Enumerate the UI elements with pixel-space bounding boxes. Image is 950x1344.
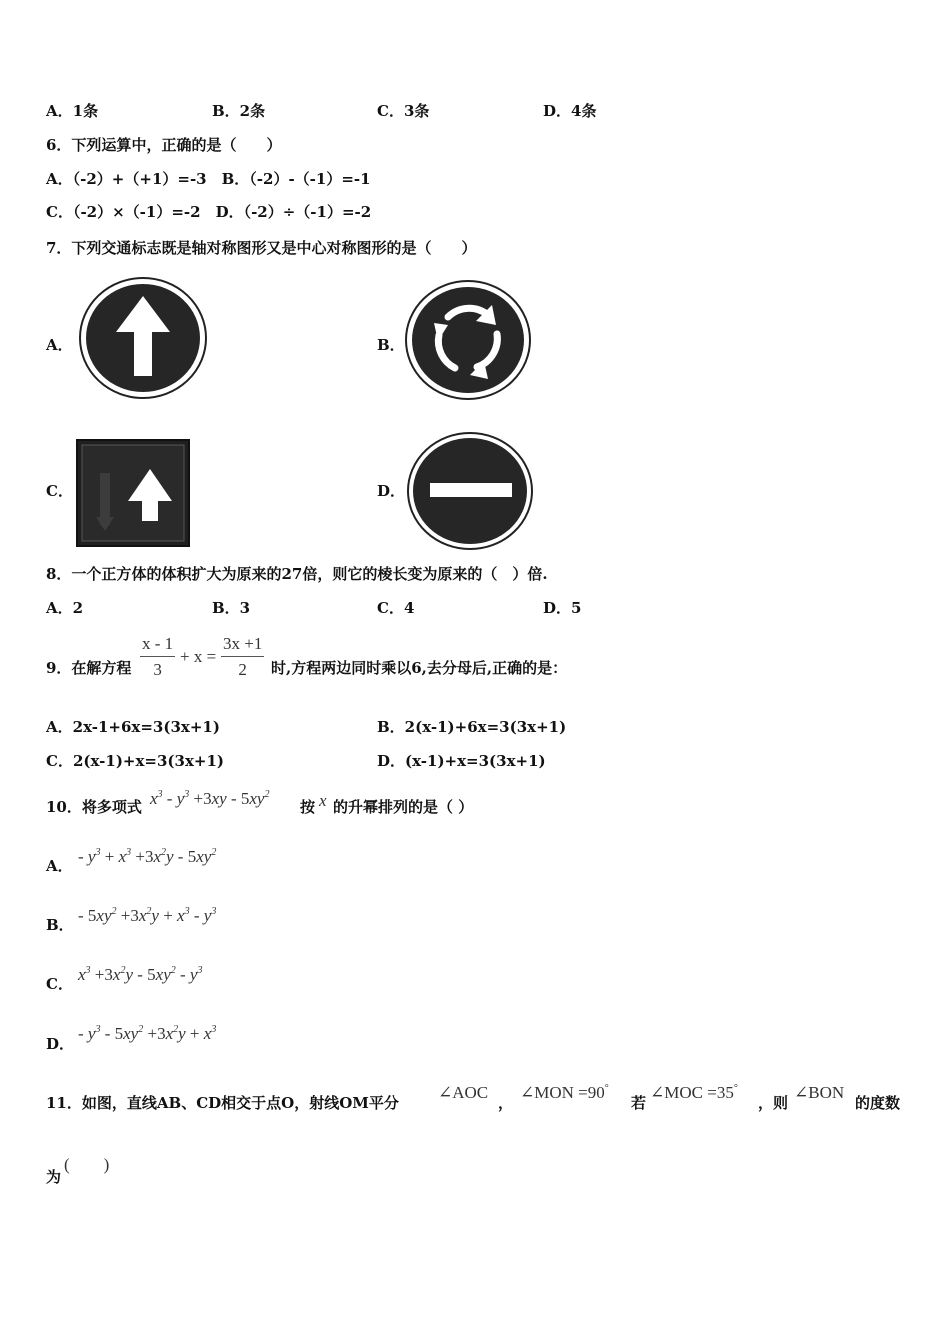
q10-prefix: 10．将多项式 bbox=[46, 798, 142, 816]
straight-arrow-sign-icon bbox=[78, 276, 208, 400]
q9-option-a: A．2x-1+6x=3(3x+1) bbox=[46, 718, 220, 736]
q9-middle: + x = bbox=[180, 647, 217, 666]
q10-polynomial: $x^3 - y^3 +3xy - 5xy^2$ bbox=[150, 789, 270, 808]
q11-angle-bon: ∠BON bbox=[794, 1083, 845, 1102]
q10-suffix: 的升幂排列的是（ ） bbox=[333, 798, 474, 816]
q10-label-b: B． bbox=[46, 916, 74, 934]
q9-frac1-numerator: x - 1 bbox=[140, 634, 175, 657]
q8-option-b: B．3 bbox=[212, 599, 251, 617]
q9-frac2-denominator: 2 bbox=[238, 660, 247, 679]
q5-option-d: D．4条 bbox=[543, 102, 597, 120]
q8-option-a: A．2 bbox=[46, 599, 84, 617]
q7-label-b: B． bbox=[377, 336, 405, 354]
q9-suffix: 时,方程两边同时乘以6,去分母后,正确的是： bbox=[271, 659, 568, 677]
q11-angle-mon: ∠MON =90° bbox=[520, 1083, 609, 1102]
q9-option-b: B．2(x-1)+6x=3(3x+1) bbox=[377, 718, 567, 736]
q5-option-a: A．1条 bbox=[46, 102, 99, 120]
q11-angle-moc-text: ∠MOC =35 bbox=[650, 1083, 734, 1102]
q10-variable: x bbox=[319, 791, 327, 810]
q10-label-c: C． bbox=[46, 975, 73, 993]
q7-label-c: C． bbox=[46, 482, 73, 500]
q6-options-cd: C．（-2）×（-1）=-2 D．（-2）÷（-1）=-2 bbox=[46, 203, 372, 221]
q11-end: 的度数 bbox=[855, 1094, 901, 1112]
q11-angle-mon-text: ∠MON =90 bbox=[520, 1083, 605, 1102]
q9-frac2-numerator: 3x +1 bbox=[221, 634, 264, 657]
q8-option-c: C．4 bbox=[377, 599, 415, 617]
q8-option-d: D．5 bbox=[543, 599, 582, 617]
q9-option-c: C．2(x-1)+x=3(3x+1) bbox=[46, 752, 225, 770]
q7-label-a: A． bbox=[46, 336, 73, 354]
q7-stem: 7．下列交通标志既是轴对称图形又是中心对称图形的是（ ） bbox=[46, 239, 477, 257]
q8-stem: 8．一个正方体的体积扩大为原来的27倍，则它的棱长变为原来的（ ）倍. bbox=[46, 565, 548, 583]
q10-label-d: D． bbox=[46, 1035, 75, 1053]
q9-frac1-denominator: 3 bbox=[153, 660, 162, 679]
q10-middle: 按 bbox=[300, 798, 316, 816]
q5-option-c: C．3条 bbox=[377, 102, 430, 120]
q11-line2: 为 bbox=[46, 1168, 62, 1186]
q9-fraction-right bbox=[221, 634, 264, 680]
roundabout-sign-icon bbox=[404, 279, 532, 401]
no-entry-sign-icon bbox=[406, 431, 534, 551]
q11-prefix: 11．如图，直线AB、CD相交于点O，射线OM平分 bbox=[46, 1094, 399, 1112]
q11-comma: ， bbox=[498, 1094, 514, 1112]
q9-prefix: 9．在解方程 bbox=[46, 659, 132, 677]
q10-option-c-expr: $x^3 +3x^2y - 5xy^2 - y^3$ bbox=[78, 965, 203, 984]
q10-option-b-expr: - $5xy^2 +3x^2y + x^3 - y^3$ bbox=[78, 906, 217, 925]
q11-ruo: 若 bbox=[631, 1094, 647, 1112]
q9-option-d: D．(x-1)+x=3(3x+1) bbox=[377, 752, 546, 770]
q11-ze: ，则 bbox=[758, 1094, 789, 1112]
q6-options-ab: A．（-2）+（+1）=-3 B．（-2）-（-1）=-1 bbox=[46, 170, 371, 188]
q9-fraction-left bbox=[140, 634, 175, 680]
q11-answer-paren: ( ) bbox=[64, 1155, 110, 1174]
q10-option-a-expr: - $y^3 + x^3 +3x^2y - 5xy^2$ bbox=[78, 847, 217, 866]
q6-stem: 6．下列运算中，正确的是（ ） bbox=[46, 136, 282, 154]
q11-angle-aoc: ∠AOC bbox=[438, 1083, 489, 1102]
q10-option-d-expr: - $y^3 - 5xy^2 +3x^2y + x^3$ bbox=[78, 1024, 217, 1043]
q10-label-a: A． bbox=[46, 857, 73, 875]
square-arrow-sign-icon bbox=[76, 439, 190, 547]
q11-angle-moc: ∠MOC =35° bbox=[650, 1083, 738, 1102]
q5-option-b: B．2条 bbox=[212, 102, 266, 120]
q7-label-d: D． bbox=[377, 482, 406, 500]
